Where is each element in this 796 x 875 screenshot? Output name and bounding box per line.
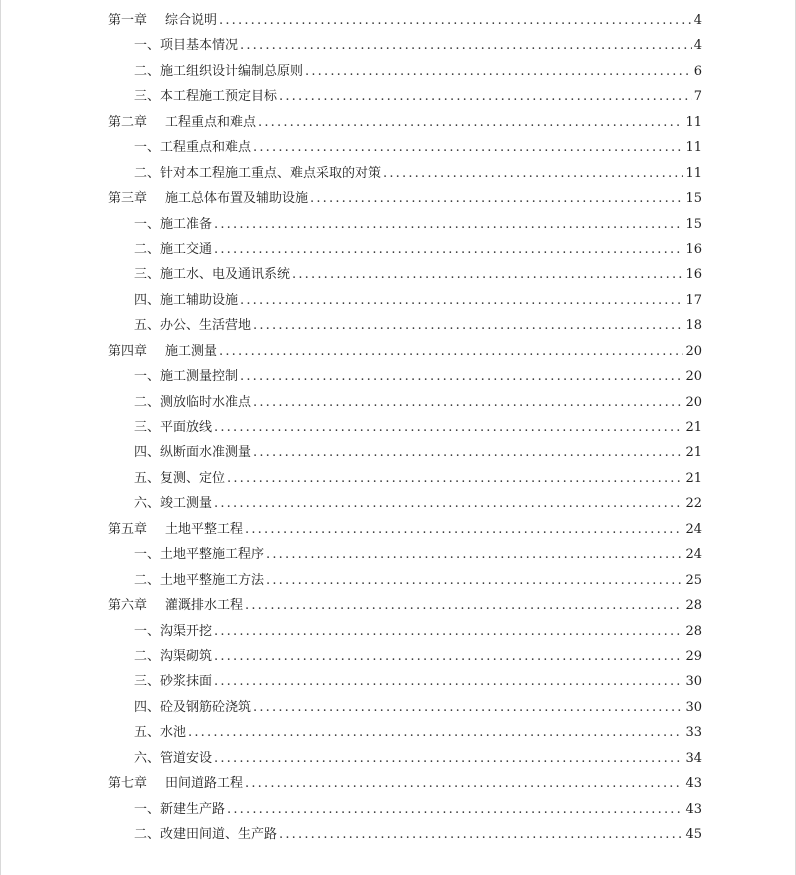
toc-dot-leader [219, 8, 692, 33]
toc-page-number: 43 [685, 801, 702, 817]
toc-chapter-row[interactable] [108, 8, 702, 33]
toc-dot-leader [188, 720, 683, 745]
toc-entry-title: 一、土地平整施工程序 [134, 547, 265, 563]
toc-page-number: 11 [685, 165, 702, 181]
toc-page-number: 16 [685, 241, 702, 257]
toc-dot-leader [253, 390, 683, 415]
toc-entry-title: 三、施工水、电及通讯系统 [134, 267, 291, 283]
toc-page-number: 21 [685, 445, 702, 461]
toc-dot-leader [383, 161, 683, 186]
toc-page-number: 22 [685, 496, 702, 512]
toc-entry-title: 二、施工组织设计编制总原则 [134, 63, 304, 79]
toc-section-row[interactable] [108, 59, 702, 84]
toc-section-row[interactable] [108, 364, 702, 389]
toc-page-number: 20 [685, 369, 702, 385]
toc-section-row[interactable] [108, 212, 702, 237]
toc-dot-leader [245, 593, 683, 618]
toc-page-number: 17 [685, 292, 702, 308]
toc-page-number: 20 [685, 394, 702, 410]
toc-section-row[interactable] [108, 720, 702, 745]
toc-entry-title: 二、针对本工程施工重点、难点采取的对策 [134, 165, 382, 181]
toc-entry-title: 四、砼及钢筋砼浇筑 [134, 699, 252, 715]
toc-section-row[interactable] [108, 822, 702, 847]
toc-section-row[interactable] [108, 237, 702, 262]
toc-entry-title: 三、本工程施工预定目标 [134, 89, 278, 105]
toc-entry-title: 五、水池 [134, 725, 187, 741]
toc-dot-leader [214, 491, 683, 516]
toc-dot-leader [310, 186, 683, 211]
toc-section-row[interactable] [108, 161, 702, 186]
toc-chapter-row[interactable] [108, 186, 702, 211]
toc-section-row[interactable] [108, 390, 702, 415]
toc-entry-title: 一、工程重点和难点 [134, 140, 252, 156]
toc-entry-title: 施工总体布置及辅助设施 [165, 191, 309, 207]
toc-page-number: 18 [685, 318, 702, 334]
toc-entry-title: 综合说明 [165, 13, 218, 28]
toc-chapter-row[interactable] [108, 593, 702, 618]
toc-dot-leader [214, 619, 683, 644]
toc-page-number: 16 [685, 267, 702, 283]
toc-page-number: 15 [685, 216, 702, 232]
toc-chapter-row[interactable] [108, 339, 702, 364]
toc-entry-title: 四、施工辅助设施 [134, 292, 239, 308]
toc-entry-title: 工程重点和难点 [165, 114, 257, 130]
toc-dot-leader [227, 466, 683, 491]
toc-chapter-number: 第二章 [108, 114, 148, 130]
toc-dot-leader [279, 822, 683, 847]
toc-page-number: 25 [685, 572, 702, 588]
toc-dot-leader [240, 364, 683, 389]
toc-section-row[interactable] [108, 440, 702, 465]
toc-section-row[interactable] [108, 542, 702, 567]
toc-chapter-number: 第六章 [108, 598, 148, 614]
toc-entry-title: 一、项目基本情况 [134, 38, 239, 54]
toc-page-number: 4 [693, 13, 702, 28]
toc-dot-leader [240, 288, 683, 313]
toc-dot-leader [305, 59, 692, 84]
toc-section-row[interactable] [108, 313, 702, 338]
toc-section-row[interactable] [108, 746, 702, 771]
toc-page-number: 6 [693, 63, 702, 79]
toc-page-number: 33 [685, 725, 702, 741]
toc-page-number: 21 [685, 470, 702, 486]
toc-dot-leader [214, 415, 683, 440]
toc-dot-leader [266, 568, 683, 593]
toc-dot-leader [253, 135, 683, 160]
toc-section-row[interactable] [108, 415, 702, 440]
toc-entry-title: 二、土地平整施工方法 [134, 572, 265, 588]
toc-dot-leader [253, 695, 683, 720]
toc-entry-title: 一、新建生产路 [134, 801, 226, 817]
toc-section-row[interactable] [108, 262, 702, 287]
toc-dot-leader [227, 797, 683, 822]
toc-dot-leader [258, 110, 683, 135]
toc-entry-title: 二、沟渠砌筑 [134, 648, 213, 664]
toc-entry-title: 五、复测、定位 [134, 470, 226, 486]
toc-entry-title: 三、砂浆抹面 [134, 674, 213, 690]
toc-dot-leader [214, 212, 683, 237]
toc-page-number: 24 [685, 521, 702, 537]
toc-dot-leader [279, 84, 692, 109]
toc-entry-title: 一、施工准备 [134, 216, 213, 232]
toc-entry-title: 一、沟渠开挖 [134, 623, 213, 639]
toc-chapter-number: 第七章 [108, 776, 148, 792]
toc-page-number: 34 [685, 750, 702, 766]
toc-dot-leader [214, 669, 683, 694]
toc-page-number: 7 [693, 89, 702, 105]
toc-section-row[interactable] [108, 797, 702, 822]
toc-entry-title: 五、办公、生活营地 [134, 318, 252, 334]
toc-entry-title: 二、施工交通 [134, 241, 213, 257]
toc-page-number: 11 [685, 114, 702, 130]
toc-page-number: 28 [685, 598, 702, 614]
toc-page-number: 21 [685, 420, 702, 435]
toc-page-number: 11 [685, 140, 702, 156]
toc-page-number: 30 [685, 699, 702, 715]
toc-page-number: 24 [685, 547, 702, 563]
toc-entry-title: 田间道路工程 [165, 776, 244, 792]
toc-section-row[interactable] [108, 466, 702, 491]
toc-entry-title: 灌溉排水工程 [165, 598, 244, 614]
toc-dot-leader [266, 542, 683, 567]
toc-chapter-row[interactable] [108, 517, 702, 542]
toc-dot-leader [240, 33, 692, 58]
toc-chapter-number: 第一章 [108, 13, 148, 28]
toc-chapter-number: 第三章 [108, 191, 148, 207]
toc-chapter-row[interactable] [108, 771, 702, 796]
toc-dot-leader [253, 440, 683, 465]
toc-section-row[interactable] [108, 84, 702, 109]
toc-page-number: 45 [685, 827, 702, 842]
toc-page-number: 20 [685, 343, 702, 359]
toc-section-row[interactable] [108, 669, 702, 694]
toc-dot-leader [245, 771, 683, 796]
toc-entry-title: 六、管道安设 [134, 750, 213, 766]
toc-dot-leader [245, 517, 683, 542]
toc-entry-title: 二、改建田间道、生产路 [134, 827, 278, 842]
toc-page-number: 15 [685, 191, 702, 207]
toc-dot-leader [214, 746, 683, 771]
toc-entry-title: 土地平整工程 [165, 521, 244, 537]
toc-entry-title: 三、平面放线 [134, 420, 213, 435]
toc-page-number: 4 [693, 38, 702, 54]
toc-dot-leader [214, 237, 683, 262]
toc-page-number: 29 [685, 648, 702, 664]
toc-page-number: 30 [685, 674, 702, 690]
toc-entry-title: 六、竣工测量 [134, 496, 213, 512]
toc-section-row[interactable] [108, 288, 702, 313]
toc-section-row[interactable] [108, 644, 702, 669]
toc-chapter-number: 第四章 [108, 343, 148, 359]
toc-dot-leader [219, 339, 683, 364]
toc-chapter-number: 第五章 [108, 521, 148, 537]
toc-dot-leader [253, 313, 683, 338]
toc-section-row[interactable] [108, 491, 702, 516]
toc-entry-title: 一、施工测量控制 [134, 369, 239, 385]
toc-section-row[interactable] [108, 33, 702, 58]
toc-chapter-row[interactable] [108, 110, 702, 135]
toc-entry-title: 四、纵断面水准测量 [134, 445, 252, 461]
toc-page-number: 43 [685, 776, 702, 792]
toc-entry-title: 施工测量 [165, 343, 218, 359]
toc-section-row[interactable] [108, 695, 702, 720]
toc-section-row[interactable] [108, 568, 702, 593]
toc-section-row[interactable] [108, 135, 702, 160]
toc-section-row[interactable] [108, 619, 702, 644]
toc-dot-leader [292, 262, 683, 287]
toc-page-number: 28 [685, 623, 702, 639]
table-of-contents [108, 8, 702, 847]
toc-entry-title: 二、测放临时水准点 [134, 394, 252, 410]
toc-dot-leader [214, 644, 683, 669]
